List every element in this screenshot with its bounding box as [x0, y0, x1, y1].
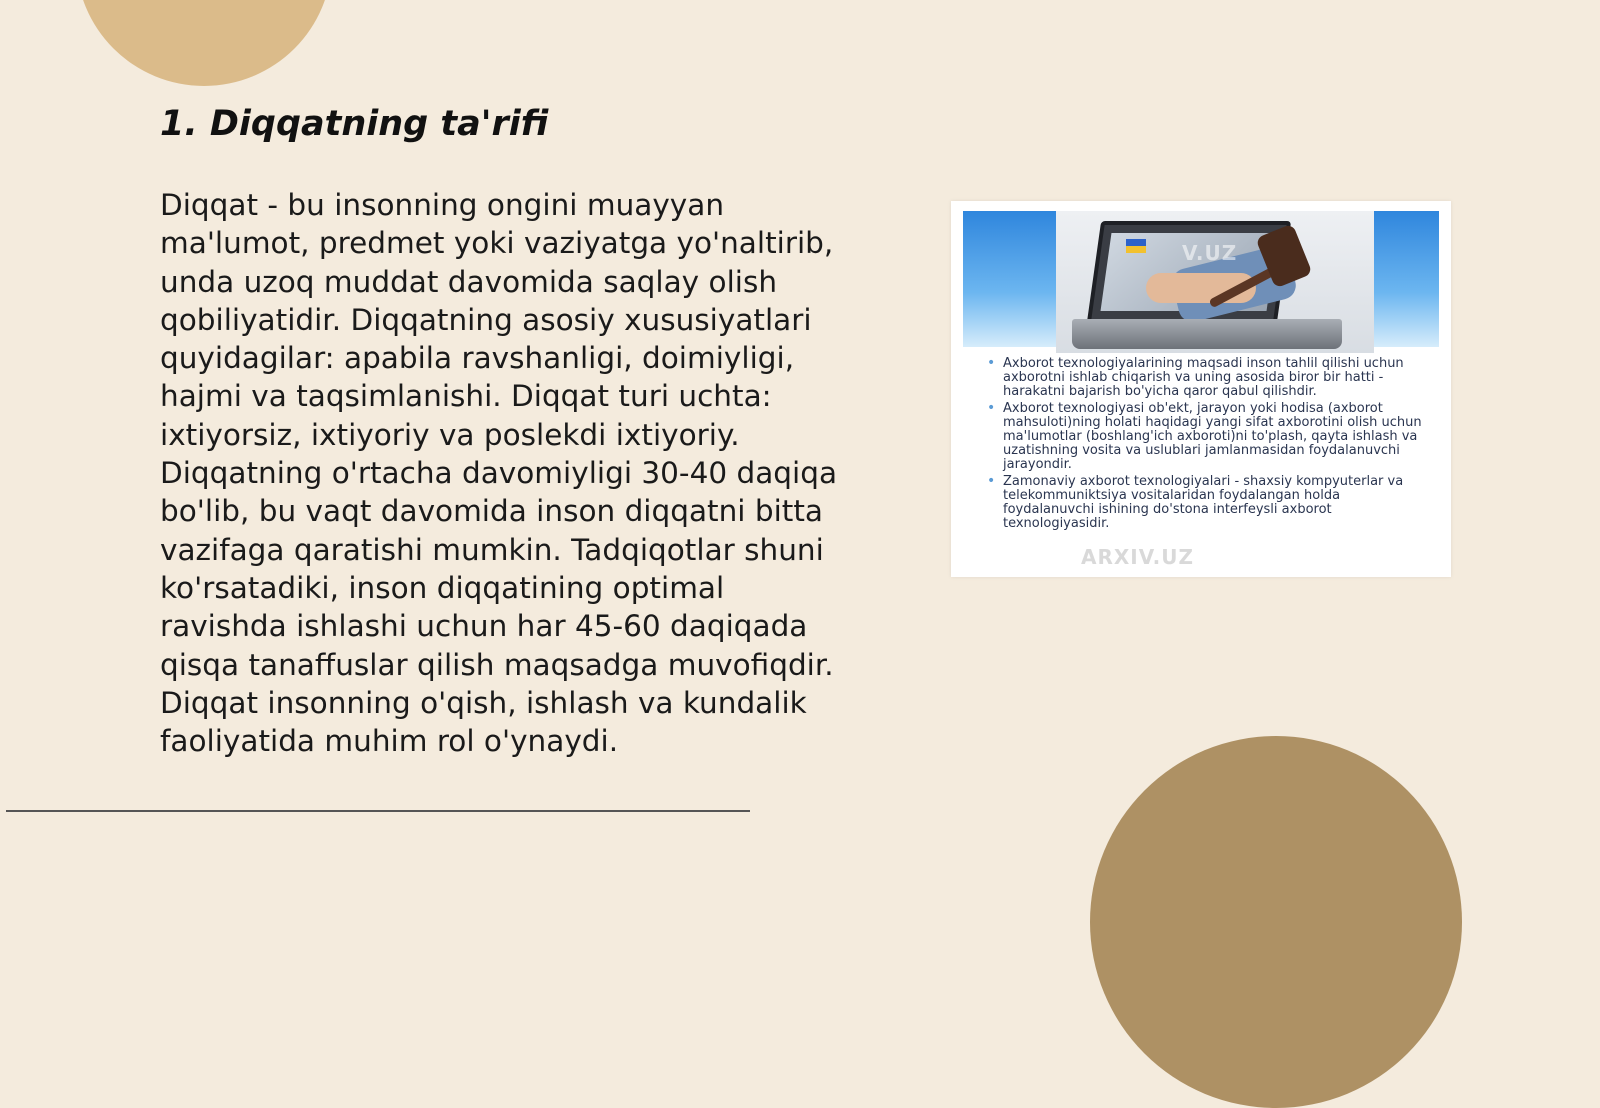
decorative-circle-top: [76, 0, 332, 86]
list-item: • Axborot texnologiyalarining maqsadi inson tahlil qilishi uchun axborotni ishlab chiqarish va uning asosida biror bir hatti - harakatni bajarish bo'yicha qaror qabul qilishdir.: [987, 357, 1427, 398]
slide-title: 1. Diqqatning ta'rifi: [160, 104, 549, 144]
bullet-list: [987, 357, 1427, 535]
decorative-circle-bottom: [1090, 736, 1462, 1108]
list-item: • Axborot texnologiyasi ob'ekt, jarayon yoki hodisa (axborot mahsuloti)ning holati haqidagi yangi sifat axborotini olish uchun ma'lumotlar (boshlang'ich axboroti)ni to'plash, qayta ishlash va uzatishning vosita va uslublari jamlanmasidan foydalanuvchi jarayondir.: [987, 402, 1427, 471]
flag-icon: [1126, 239, 1146, 253]
banner-watermark: V.UZ: [1182, 241, 1238, 265]
slide-body-text: Diqqat - bu insonning ongini muayyan ma'lumot, predmet yoki vaziyatga yo'naltirib, unda uzoq muddat davomida saqlay olish qobiliyatidir. Diqqatning asosiy xususiyatlari quyidagilar: apabila ravshanligi, doimiyligi, hajmi va taqsimlanishi. Diqqat turi uchta: ixtiyorsiz, ixtiyoriy va poslekdi ixtiyoriy. Diqqatning o'rtacha davomiyligi 30-40 daqiqa bo'lib, bu vaqt davomida inson diqqatni bitta vazifaga qaratishi mumkin. Tadqiqotlar shuni ko'rsatadiki, inson diqqatining optimal ravishda ishlashi uchun har 45-60 daqiqada qisqa tanaffuslar qilish maqsadga muvofiqdir. Diqqat insonning o'qish, ishlash va kundalik faoliyatida muhim rol o'ynaydi.: [160, 188, 838, 759]
laptop-gavel-photo: [1056, 211, 1374, 353]
divider-line: [6, 810, 750, 812]
watermark: ARXIV.UZ: [1081, 545, 1194, 569]
laptop-base: [1072, 319, 1342, 349]
list-item: • Zamonaviy axborot texnologiyalari - shaxsiy kompyuterlar va telekommuniktsiya vositalaridan foydalangan holda foydalanuvchi ishining do'stona interfeysli axborot texnologiyasidir.: [987, 475, 1427, 530]
embedded-slide-image: [951, 201, 1451, 577]
